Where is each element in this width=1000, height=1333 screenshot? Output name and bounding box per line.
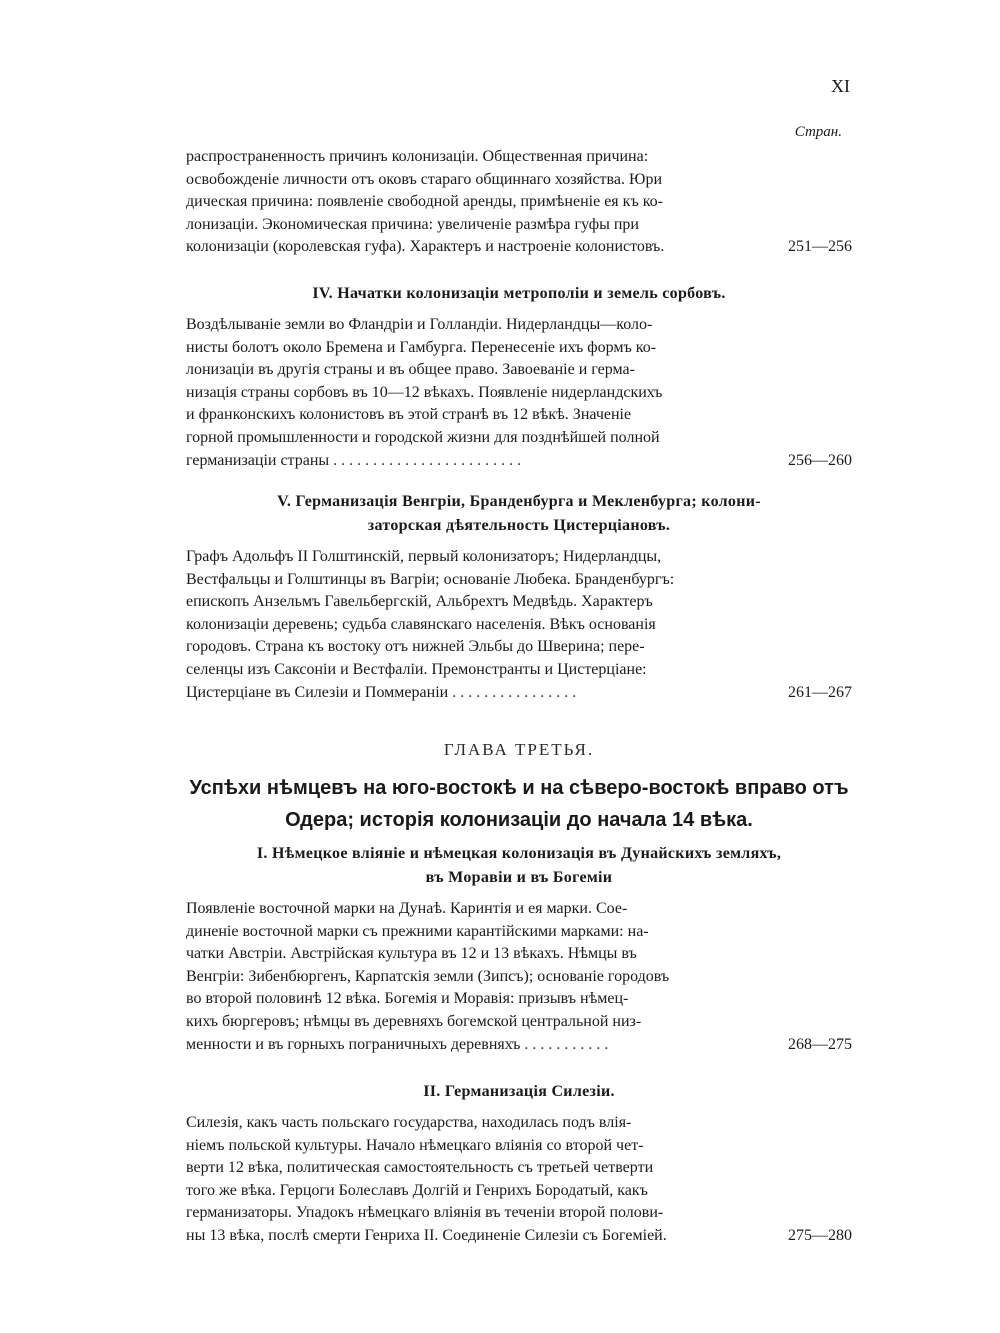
page-range: 261—267 (788, 683, 852, 701)
section-heading-line: въ Моравіи и въ Богеміи (425, 869, 613, 886)
page-range: 275—280 (788, 1226, 852, 1244)
entry-line: того же вѣка. Герцоги Болеславъ Долгій и Генрихъ Бородатый, какъ (186, 1181, 648, 1199)
toc-entry-section-iv (186, 314, 852, 472)
page-range: 256—260 (788, 451, 852, 469)
entry-line: германизаціи страны (186, 451, 330, 469)
dot-leader: . . . . . . . . . . . . . . . . (452, 683, 577, 701)
pages-column-label: Стран. (794, 124, 842, 140)
entry-line: колонизаціи деревень; судьба славянскаго населенія. Вѣкъ основанія (186, 615, 656, 633)
entry-line: Графъ Адольфъ II Голштинскій, первый колонизаторъ; Нидерландцы, (186, 548, 662, 565)
entry-line: во второй половинѣ 12 вѣка. Богемія и Моравія: призывъ нѣмец- (186, 990, 629, 1008)
section-heading: IV. Начатки колонизаціи метрополіи и земель сорбовъ. (312, 285, 726, 302)
section-heading (186, 842, 852, 890)
entry-line: горной промышленности и городской жизни для позднѣйшей полной (186, 428, 660, 446)
section-heading-line: V. Германизація Венгріи, Бранденбурга и Мекленбурга; колони- (277, 493, 761, 510)
entry-last-line (186, 450, 852, 473)
entry-line: лонизаціи. Экономическая причина: увеличеніе размѣра гуфы при (186, 215, 639, 233)
chapter-label: ГЛАВА ТРЕТЬЯ. (443, 740, 595, 759)
entry-line: епископъ Анзельмъ Гавельбергскій, Альбрехтъ Медвѣдь. Характеръ (186, 593, 653, 611)
toc-entry-section-ii (186, 1112, 852, 1248)
page-range: 268—275 (788, 1035, 852, 1053)
entry-line: Воздѣлываніе земли во Фландріи и Голландіи. Нидерландцы—коло- (186, 316, 653, 333)
entry-line: Силезія, какъ часть польскаго государства, находилась подъ влія- (186, 1114, 632, 1131)
entry-line: низація страны сорбовъ въ 10—12 вѣкахъ. Появленіе нидерландскихъ (186, 383, 663, 401)
page-number: XI (831, 76, 850, 96)
entry-line: лонизаціи въ другія страны и въ общее право. Завоеваніе и герма- (186, 361, 635, 379)
entry-line: чатки Австріи. Австрійская культура въ 12 и 13 вѣкахъ. Нѣмцы въ (186, 945, 637, 963)
toc-entry-section-v (186, 546, 852, 704)
section-heading-line: заторская дѣятельность Цистерціановъ. (367, 517, 671, 534)
entry-line: германизаторы. Упадокъ нѣмецкаго вліянія въ теченіи второй полови- (186, 1204, 664, 1222)
entry-line: Появленіе восточной марки на Дунаѣ. Каринтія и ея марки. Сое- (186, 900, 628, 917)
entry-last-line (186, 236, 852, 259)
entry-line: распространенность причинъ колонизаціи. Общественная причина: (186, 148, 649, 165)
dot-leader: . . . . . . . . . . . . . . . . . . . . . . . . (333, 451, 522, 469)
section-heading (186, 490, 852, 538)
entry-line: колонизаціи (королевская гуфа). Характеръ и настроеніе колонистовъ. (186, 238, 665, 256)
entry-line: Венгріи: Зибенбюргенъ, Карпатскія земли (Зипсъ); основаніе городовъ (186, 967, 670, 985)
entry-line: городовъ. Страна къ востоку отъ нижней Эльбы до Шверина; пере- (186, 638, 645, 656)
entry-line: менности и въ горныхъ пограничныхъ деревняхъ (186, 1035, 521, 1053)
entry-line: Вестфальцы и Голштинцы въ Вагріи; основаніе Любека. Бранденбургъ: (186, 570, 675, 588)
entry-line: ны 13 вѣка, послѣ смерти Генриха II. Соединеніе Силезіи съ Богеміей. (186, 1226, 667, 1244)
entry-line: дическая причина: появленіе свободной аренды, примѣненіе ея къ ко- (186, 193, 663, 211)
page-range: 251—256 (788, 238, 852, 256)
section-heading-line: I. Нѣмецкое вліяніе и нѣмецкая колонизація въ Дунайскихъ земляхъ, (256, 845, 782, 862)
entry-line: верти 12 вѣка, политическая самостоятельность съ третьей четверти (186, 1159, 654, 1177)
entry-line: селенцы изъ Саксоніи и Вестфаліи. Премонстранты и Цистерціане: (186, 660, 647, 678)
entry-last-line (186, 682, 852, 705)
entry-line: кихъ бюргеровъ; нѣмцы въ деревняхъ богемской центральной низ- (186, 1012, 642, 1030)
entry-last-line (186, 1034, 852, 1057)
section-heading: II. Германизація Силезіи. (423, 1083, 615, 1100)
chapter-title-line: Успѣхи нѣмцевъ на юго-востокѣ и на сѣверо-востокѣ вправо отъ (189, 777, 849, 799)
chapter-title (186, 772, 852, 836)
toc-entry-section-i (186, 898, 852, 1056)
toc-entry-continuation (186, 146, 852, 259)
entry-line: ніемъ польской культуры. Начало нѣмецкаго вліянія со второй чет- (186, 1136, 644, 1154)
entry-line: нисты болотъ около Бремена и Гамбурга. Перенесеніе ихъ формъ ко- (186, 338, 657, 356)
entry-line: освобожденіе личности отъ оковъ стараго общиннаго хозяйства. Юри (186, 170, 662, 188)
entry-line: и франконскихъ колонистовъ въ этой странѣ въ 12 вѣкѣ. Значеніе (186, 406, 632, 424)
entry-line: Цистерціане въ Силезіи и Поммераніи (186, 683, 449, 701)
entry-line: диненіе восточной марки съ прежними карантійскими марками: на- (186, 922, 649, 940)
chapter-title-line: Одера; исторія колонизаціи до начала 14 вѣка. (285, 809, 753, 831)
entry-last-line (186, 1225, 852, 1248)
dot-leader: . . . . . . . . . . . (524, 1035, 609, 1053)
